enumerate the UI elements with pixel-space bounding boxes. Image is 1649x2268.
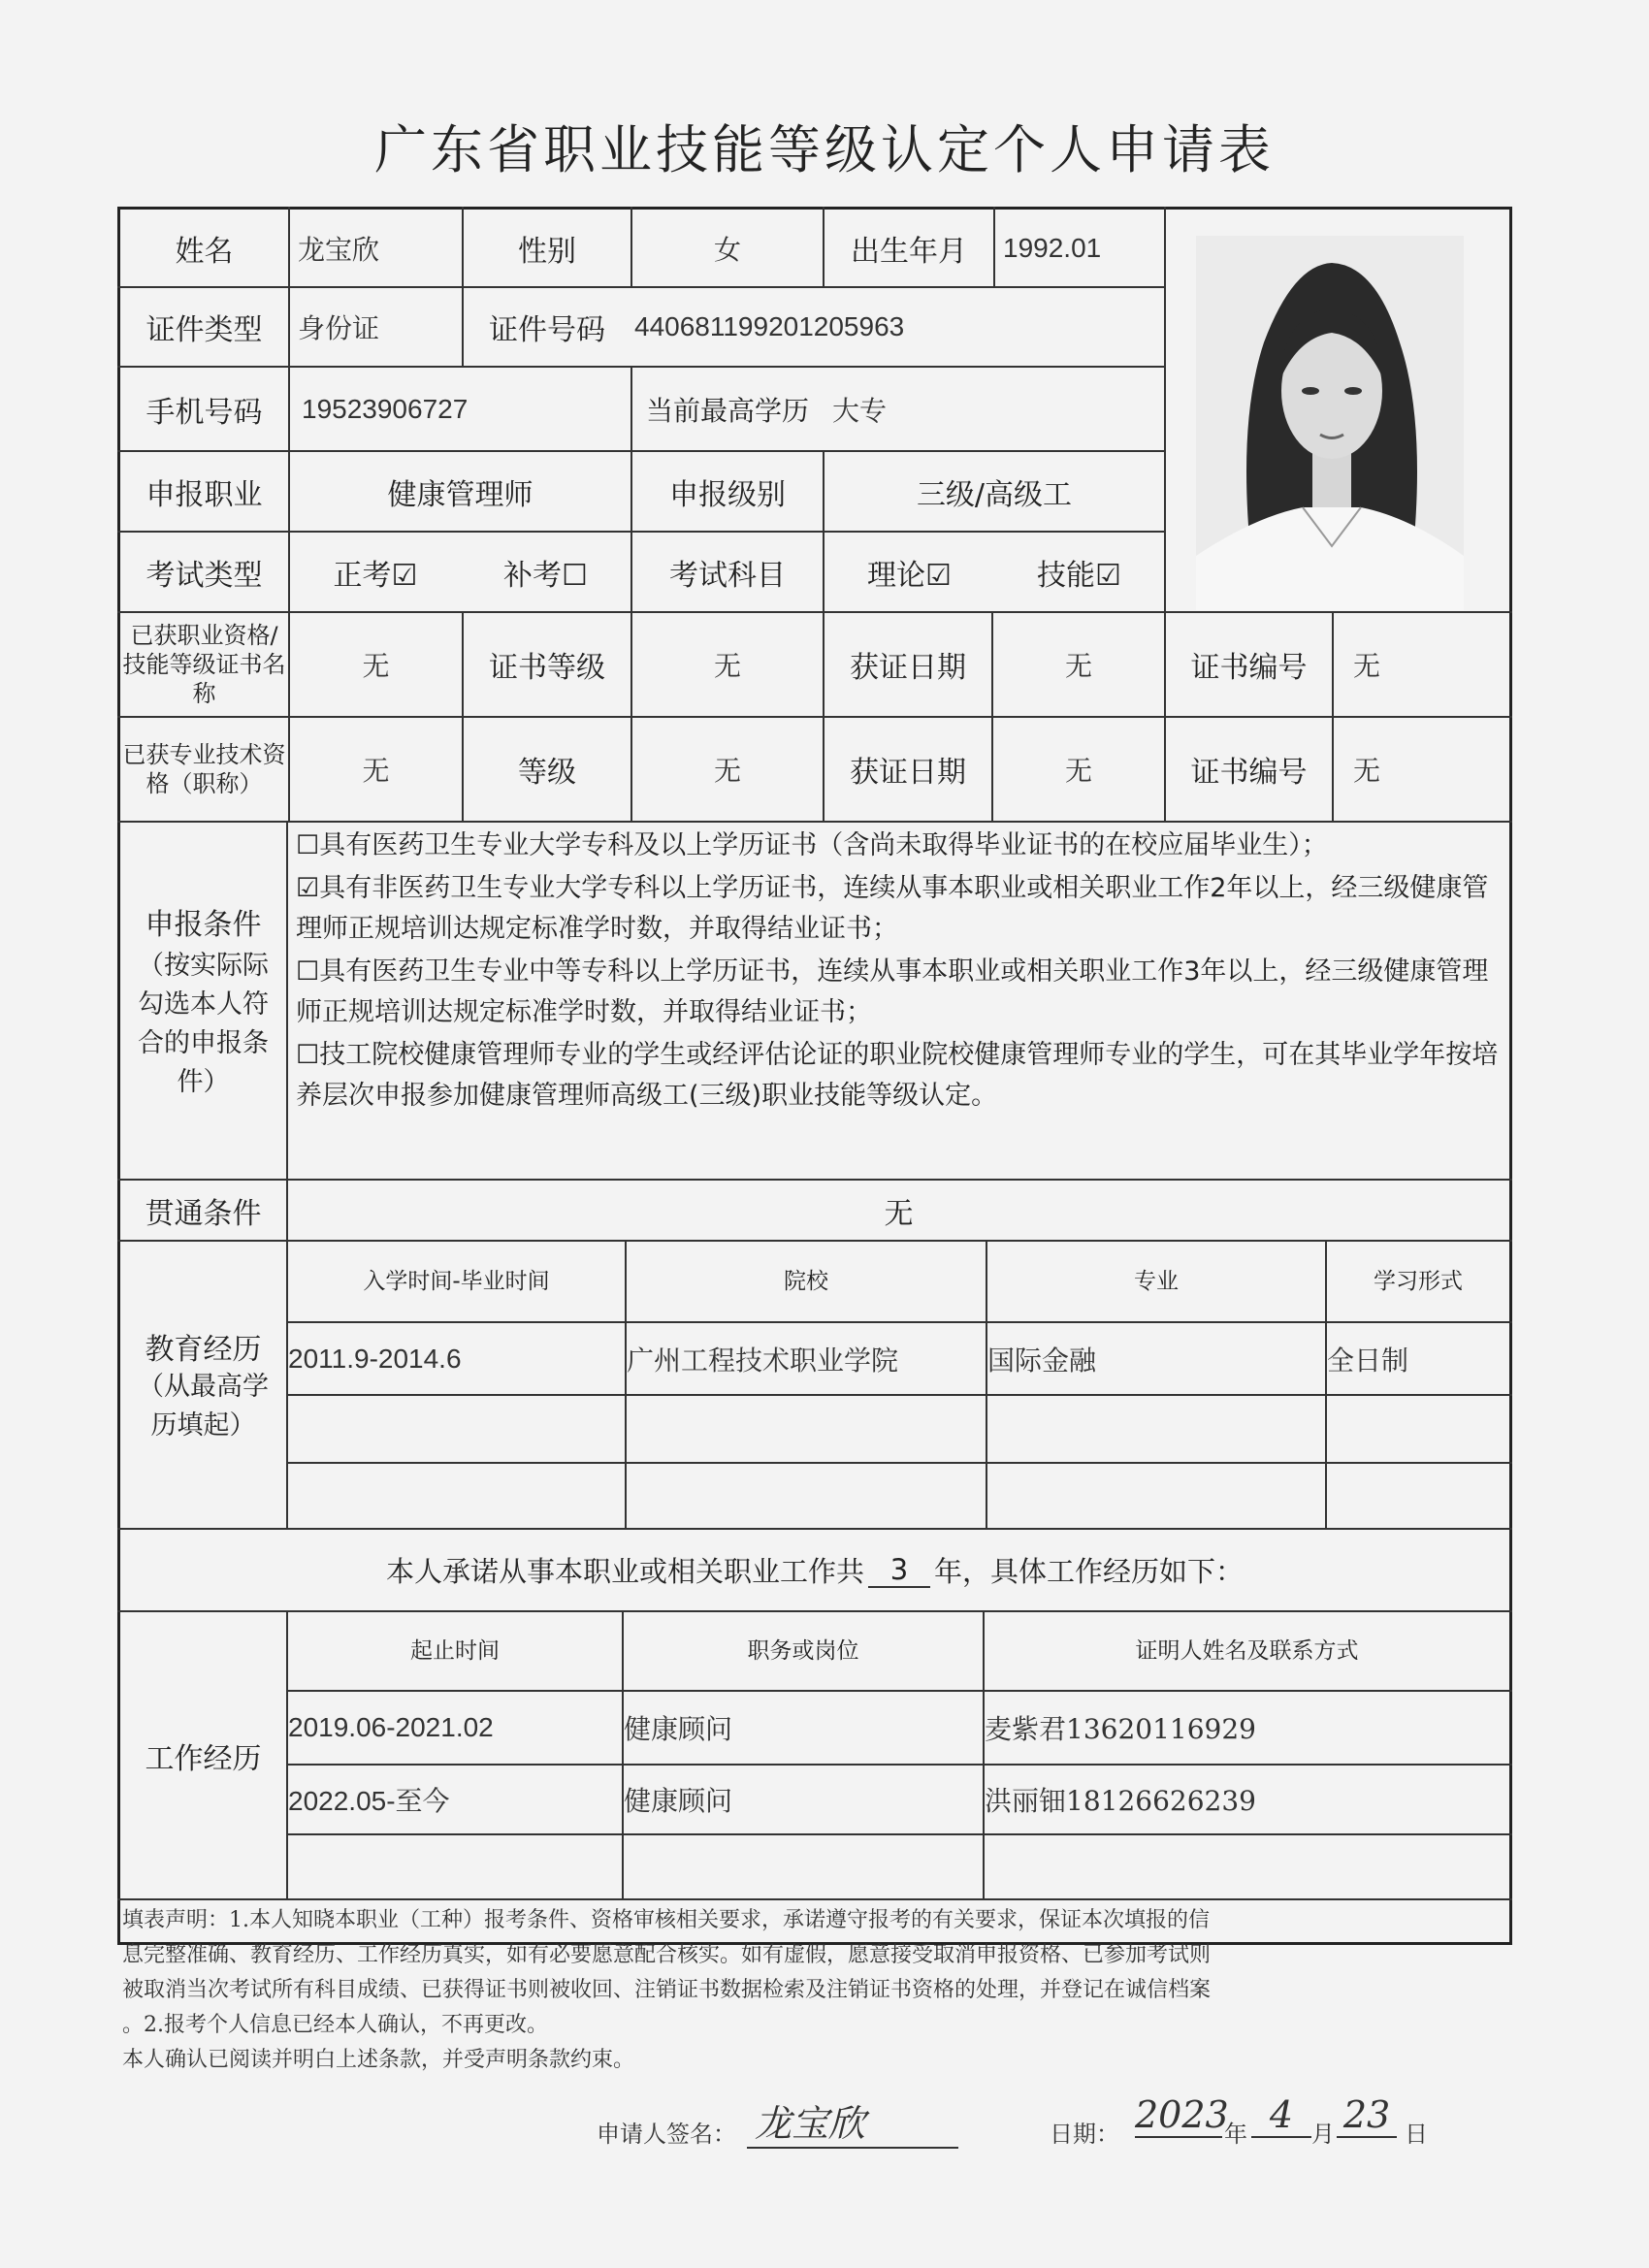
work-row1-period[interactable]: 2019.06-2021.02	[288, 1712, 494, 1742]
date-day-unit: 日	[1405, 2121, 1428, 2148]
label-tech-level: 等级	[518, 756, 576, 790]
work-row2-position[interactable]: 健康顾问	[624, 1785, 733, 1817]
value-tech-title[interactable]: 无	[362, 755, 390, 787]
date-year[interactable]: 2023	[1135, 2093, 1229, 2136]
declaration-line-2: 息完整准确、教育经历、工作经历真实，如有必要愿意配合核实。如有虚假，愿意接受取消申报资格、已参加考试则	[122, 1943, 1212, 1967]
declaration	[122, 1903, 1500, 2078]
value-cert-no[interactable]: 无	[1353, 650, 1381, 682]
label-tech-title: 已获专业技术资格（职称）	[122, 741, 286, 797]
checkbox-theory[interactable]: 理论☑	[867, 558, 952, 593]
label-conditions-note: （按实际际勾选本人符合的申报条件）	[138, 950, 269, 1097]
conditions-label-cell	[120, 823, 286, 1179]
conditions-list	[296, 826, 1504, 1118]
work-row2-reference[interactable]: 洪丽钿18126626239	[985, 1785, 1256, 1817]
value-birth[interactable]: 1992.01	[1003, 232, 1102, 263]
value-education[interactable]: 大专	[832, 394, 888, 427]
value-tech-date[interactable]: 无	[1064, 755, 1092, 787]
value-cert-date[interactable]: 无	[1064, 650, 1092, 682]
condition-item-2[interactable]: ☑具有非医药卫生专业大学专科以上学历证书，连续从事本职业或相关职业工作2年以上，经三级健康管理师正规培训达规定标准学时数，并取得结业证书；	[296, 873, 1489, 944]
date-day[interactable]: 23	[1337, 2093, 1397, 2138]
edu-row-school[interactable]: 广州工程技术职业学院	[627, 1344, 899, 1377]
checkbox-skill[interactable]: 技能☑	[1037, 558, 1121, 593]
condition-item-4[interactable]: ☐技工院校健康管理师专业的学生或经评估论证的职业院校健康管理师专业的学生，可在其毕业学年按培养层次申报参加健康管理师高级工(三级)职业技能等级认定。	[296, 1040, 1499, 1111]
applicant-photo	[1196, 236, 1464, 610]
signature-label: 申请人签名：	[597, 2121, 736, 2148]
value-cert-level[interactable]: 无	[713, 650, 741, 682]
edu-header-school: 院校	[784, 1268, 828, 1294]
label-id-type: 证件类型	[146, 313, 263, 347]
edu-header-major: 专业	[1134, 1268, 1179, 1294]
value-id-number[interactable]: 440681199201205963	[634, 311, 905, 341]
edu-header-period: 入学时间-毕业时间	[363, 1268, 550, 1294]
label-through: 贯通条件	[145, 1196, 262, 1231]
work-commit-years[interactable]: 3	[868, 1553, 930, 1588]
label-edu-history-note: （从最高学历填起）	[138, 1371, 269, 1441]
checkbox-makeup-exam[interactable]: 补考☐	[503, 558, 588, 593]
condition-item-1[interactable]: ☐具有医药卫生专业大学专科及以上学历证书（含尚未取得毕业证书的在校应届毕业生）；	[296, 830, 1328, 860]
value-level[interactable]: 三级/高级工	[916, 477, 1073, 512]
value-through[interactable]: 无	[884, 1196, 914, 1231]
work-row1-reference[interactable]: 麦紫君13620116929	[985, 1713, 1256, 1745]
label-exam-type: 考试类型	[146, 558, 263, 593]
work-commit-before: 本人承诺从事本职业或相关职业工作共	[385, 1555, 864, 1588]
work-header-position: 职务或岗位	[747, 1637, 859, 1664]
declaration-line-5: 本人确认已阅读并明白上述条款，并受声明条款约束。	[122, 2048, 635, 2072]
work-header-reference: 证明人姓名及联系方式	[1135, 1637, 1359, 1664]
work-commitment	[120, 1530, 1509, 1610]
portrait-image	[1196, 236, 1464, 610]
work-row1-position[interactable]: 健康顾问	[624, 1713, 733, 1745]
value-name[interactable]: 龙宝欣	[298, 233, 380, 266]
date-year-unit: 年	[1224, 2121, 1247, 2148]
label-cert-date: 获证日期	[850, 651, 966, 685]
label-conditions: 申报条件	[145, 907, 262, 942]
declaration-line-1: 填表声明：1.本人知晓本职业（工种）报考条件、资格审核相关要求，承诺遵守报考的有关要求，保证本次填报的信	[122, 1908, 1210, 1932]
date-label: 日期：	[1050, 2121, 1119, 2148]
edu-row-period[interactable]: 2011.9-2014.6	[288, 1343, 462, 1374]
value-tech-no[interactable]: 无	[1353, 755, 1381, 787]
label-work-history: 工作经历	[145, 1741, 262, 1776]
label-cert-no: 证书编号	[1190, 651, 1308, 685]
label-phone: 手机号码	[146, 395, 263, 430]
edu-row-major[interactable]: 国际金融	[987, 1344, 1097, 1377]
label-gender: 性别	[518, 234, 576, 269]
label-exam-subject: 考试科目	[669, 558, 786, 593]
date-month[interactable]: 4	[1251, 2093, 1311, 2138]
signature-value[interactable]: 龙宝欣	[747, 2093, 958, 2149]
work-row2-period[interactable]: 2022.05-至今	[288, 1786, 450, 1816]
value-id-type[interactable]: 身份证	[298, 312, 380, 344]
label-id-number: 证件号码	[489, 313, 605, 347]
label-birth: 出生年月	[851, 234, 967, 269]
value-gender[interactable]: 女	[713, 233, 741, 266]
condition-item-3[interactable]: ☐具有医药卫生专业中等专科以上学历证书，连续从事本职业或相关职业工作3年以上，经三级健康管理师正规培训达规定标准学时数，并取得结业证书；	[296, 956, 1489, 1027]
work-header-period: 起止时间	[410, 1637, 500, 1664]
edu-header-mode: 学习形式	[1374, 1268, 1463, 1294]
checkbox-regular-exam[interactable]: 正考☑	[333, 558, 418, 593]
label-edu-history: 教育经历	[145, 1332, 262, 1367]
value-occupation[interactable]: 健康管理师	[387, 477, 534, 512]
label-cert-level: 证书等级	[489, 651, 605, 685]
declaration-line-4: 。2.报考个人信息已经本人确认，不再更改。	[122, 2013, 548, 2037]
edu-row-mode[interactable]: 全日制	[1327, 1344, 1409, 1377]
label-level: 申报级别	[669, 477, 786, 512]
label-tech-date: 获证日期	[850, 756, 966, 790]
label-education: 当前最高学历	[645, 394, 809, 427]
work-commit-after: 年，具体工作经历如下：	[934, 1555, 1245, 1588]
label-tech-no: 证书编号	[1190, 756, 1308, 790]
label-name: 姓名	[175, 234, 234, 269]
date-month-unit: 月	[1311, 2121, 1335, 2148]
form-title: 广东省职业技能等级认定个人申请表	[374, 119, 1275, 180]
declaration-line-3: 被取消当次考试所有科目成绩、已获得证书则被收回、注销证书数据检索及注销证书资格的处理，并登记在诚信档案	[122, 1978, 1212, 2002]
education-label-cell	[120, 1242, 286, 1528]
label-occupation: 申报职业	[146, 477, 263, 512]
value-phone[interactable]: 19523906727	[302, 393, 469, 424]
value-tech-level[interactable]: 无	[713, 755, 741, 787]
value-qual-cert[interactable]: 无	[362, 650, 390, 682]
label-qual-cert: 已获职业资格/技能等级证书名称	[122, 622, 286, 707]
